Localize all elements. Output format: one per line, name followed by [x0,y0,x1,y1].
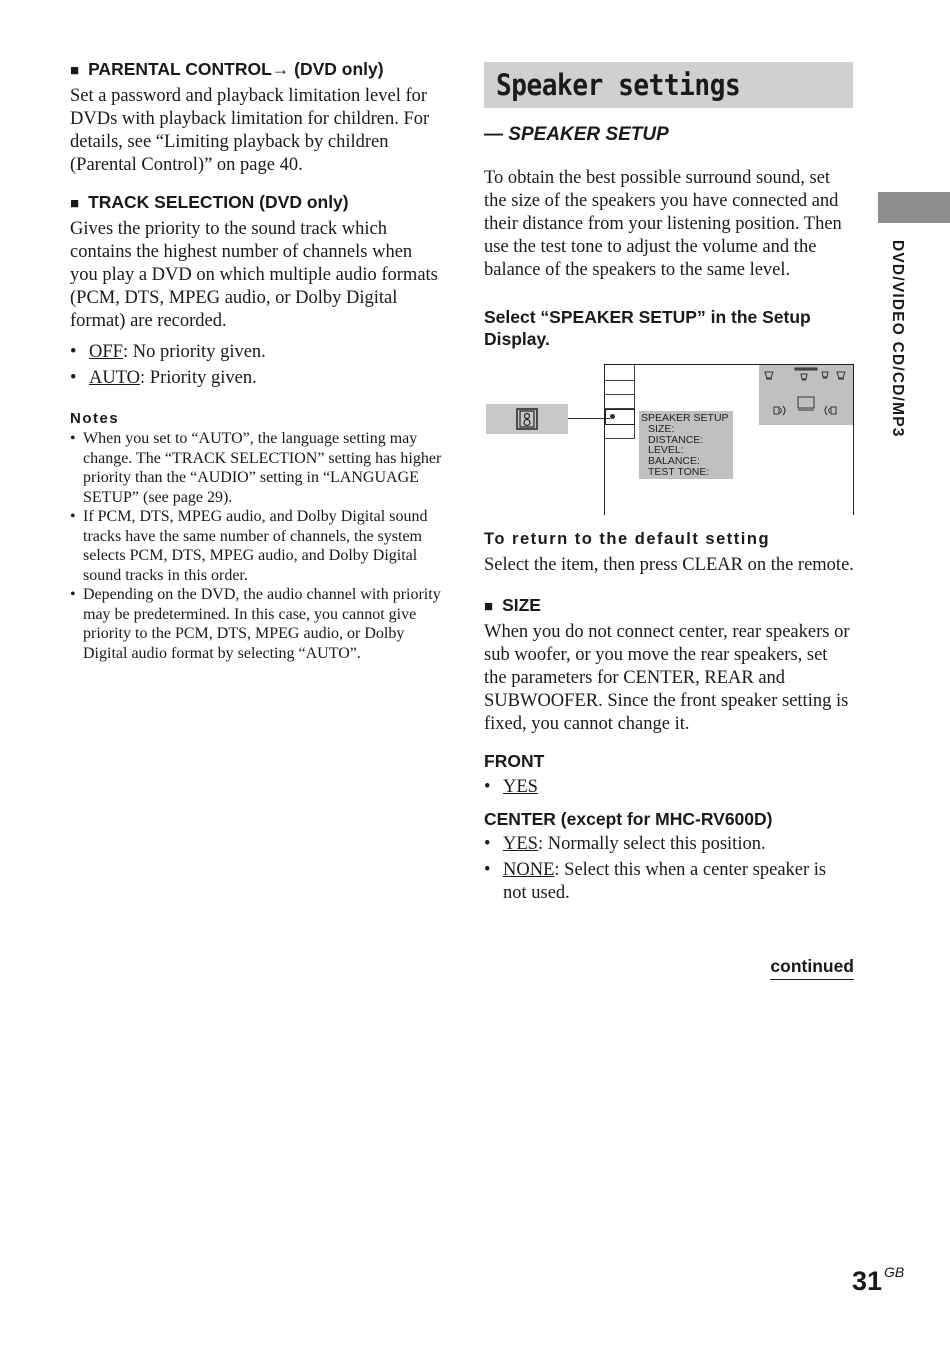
right-column [484,62,854,1062]
section-title: Speaker settings [496,68,741,102]
center-heading: CENTER (except for MHC-RV600D) [484,809,773,829]
menu-strip [605,365,635,381]
parental-control-text: Set a password and playback limitation level for DVDs with playback limitation for children. For details, see “Limiting playback by children (Parental Control)” on page 40. [70,86,430,175]
track-selection-text: Gives the priority to the sound track which contains the highest number of channels when you play a DVD on which multiple audio formats (PCM, DTS, MPEG audio, or Dolby Digital format) are recorded. [70,219,438,331]
option-auto: • AUTO: Priority given. [70,368,257,388]
notes-heading: Notes [70,410,120,427]
intro-text: To obtain the best possible surround sound, set the size of the speakers you have connected and their distance from your listening position. Then use the test tone to adjust the volume and the balance of the speakers to the same level. [484,168,842,280]
note-item: • When you set to “AUTO”, the language setting may change. The “TRACK SELECTION” setting has higher priority than the “AUDIO” setting in “LANGUAGE SETUP” (see page 29). [70,430,442,506]
size-heading: ■ SIZE [484,595,541,615]
menu-title: SPEAKER SETUP [641,412,729,424]
note-item: • Depending on the DVD, the audio channel with priority may be predetermined. In this case, you cannot give priority to the PCM, DTS, MPEG audio, or Dolby Digital audio format by selecting “AUTO”. [70,586,441,662]
menu-item-level: LEVEL: [648,444,684,457]
section-subtitle: — SPEAKER SETUP [484,124,669,145]
note-item: • If PCM, DTS, MPEG audio, and Dolby Digital sound tracks have the same number of channels, the system selects PCM, DTS, MPEG audio, and Dolby Digital sound tracks in this order. [70,508,428,584]
center-options [484,833,854,905]
size-text: When you do not connect center, rear speakers or sub woofer, or you move the rear speakers, set the parameters for CENTER, REAR and SUBWOOFER. Since the front speaker setting is fixed, you cannot change it. [484,622,850,734]
selection-dot [610,414,615,419]
option-off: • OFF: No priority given. [70,342,266,362]
square-bullet-icon: ■ [484,598,494,615]
continued-label: continued [770,956,854,980]
menu-strip [605,395,635,409]
track-selection-heading: ■ TRACK SELECTION (DVD only) [70,192,349,212]
left-column [70,58,442,663]
speaker-setup-menu [639,411,733,479]
step-instruction: Select “SPEAKER SETUP” in the Setup Display. [484,307,811,349]
page-number: 31 $^{GB}$ [852,1264,905,1296]
section-title-box [484,62,853,108]
option-yes: • YES: Normally select this position. [484,834,766,854]
menu-item-size: SIZE: [648,422,675,435]
menu-item-distance: DISTANCE: [648,433,704,446]
default-setting-heading: To return to the default setting [484,530,771,548]
speaker-layout-panel [759,365,853,425]
option-yes: • YES [484,777,538,797]
speaker-setup-icon [486,404,568,434]
square-bullet-icon: ■ [70,195,80,212]
option-none: • NONE: Select this when a center speaker is not used. [484,860,827,903]
parental-control-heading: ■ PARENTAL CONTROL→ (DVD only) [70,59,384,79]
front-heading: FRONT [484,751,545,771]
menu-item-test-tone: TEST TONE: [648,465,710,478]
default-setting-text: Select the item, then press CLEAR on the remote. [484,555,854,575]
notes-list [70,429,442,663]
menu-item-balance: BALANCE: [648,455,700,468]
menu-strip [605,425,635,439]
speaker-icon [759,365,853,425]
front-options [484,776,854,799]
setup-display-diagram [484,364,854,514]
side-tab [878,192,950,223]
setup-screen [604,364,854,515]
track-selection-options [70,341,442,390]
menu-strip [605,381,635,395]
square-bullet-icon: ■ [70,62,80,79]
side-section-label: DVD/VIDEO CD/CD/MP3 [889,240,906,438]
